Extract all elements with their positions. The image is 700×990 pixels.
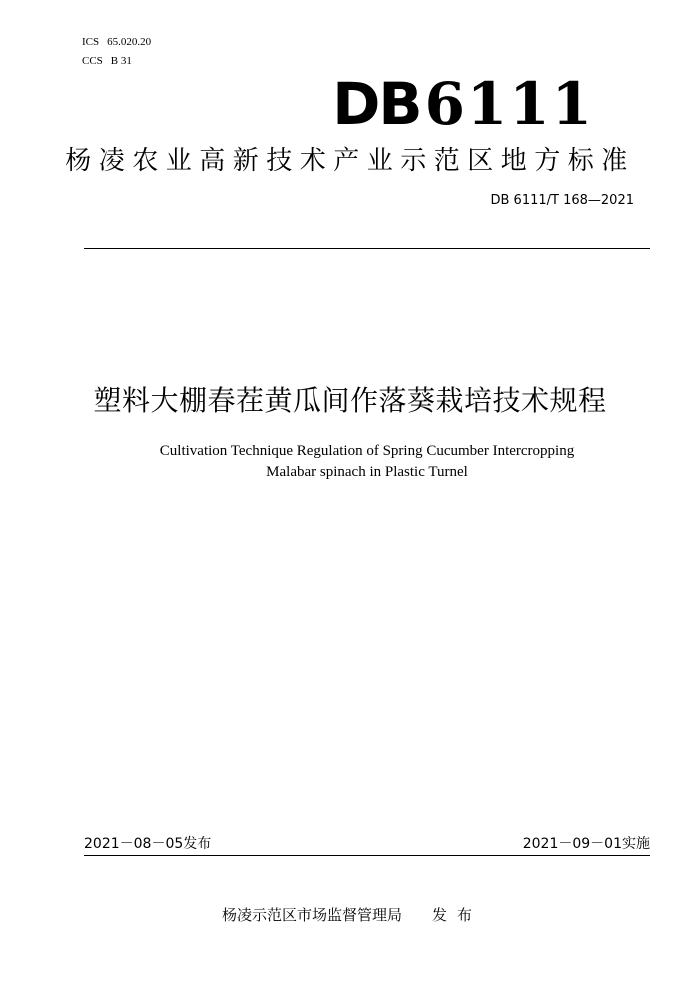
title-chinese: 塑料大棚春茬黄瓜间作落葵栽培技术规程 (93, 384, 607, 417)
standard-number: DB 6111/T 168—2021 (490, 193, 634, 208)
title-english-line-2: Malabar spinach in Plastic Turnel (266, 464, 468, 480)
implementation-date: 2021－09－01实施 (522, 836, 650, 852)
ccs-label: CCS (82, 55, 103, 67)
title-english-line-1: Cultivation Technique Regulation of Spring Cucumber Intercropping (159, 443, 575, 459)
ccs-code: B 31 (110, 55, 132, 67)
publisher-action: 发布 (432, 906, 483, 924)
standard-category: 杨凌农业高新技术产业示范区地方标准 (65, 146, 635, 176)
ics-label: ICS (82, 36, 100, 48)
top-divider (84, 248, 650, 249)
ics-code: 65.020.20 (107, 36, 152, 48)
ics-line (82, 35, 151, 49)
publisher-name: 杨凌示范区市场监督管理局 (222, 906, 403, 924)
db-logo (332, 72, 594, 136)
logo-prefix: DB (332, 70, 421, 138)
title-english (0, 441, 700, 483)
logo-number: 6111 (424, 70, 594, 138)
ccs-line (82, 54, 132, 68)
bottom-divider (84, 855, 650, 856)
publisher (222, 904, 482, 926)
issue-date: 2021－08－05发布 (84, 836, 212, 852)
